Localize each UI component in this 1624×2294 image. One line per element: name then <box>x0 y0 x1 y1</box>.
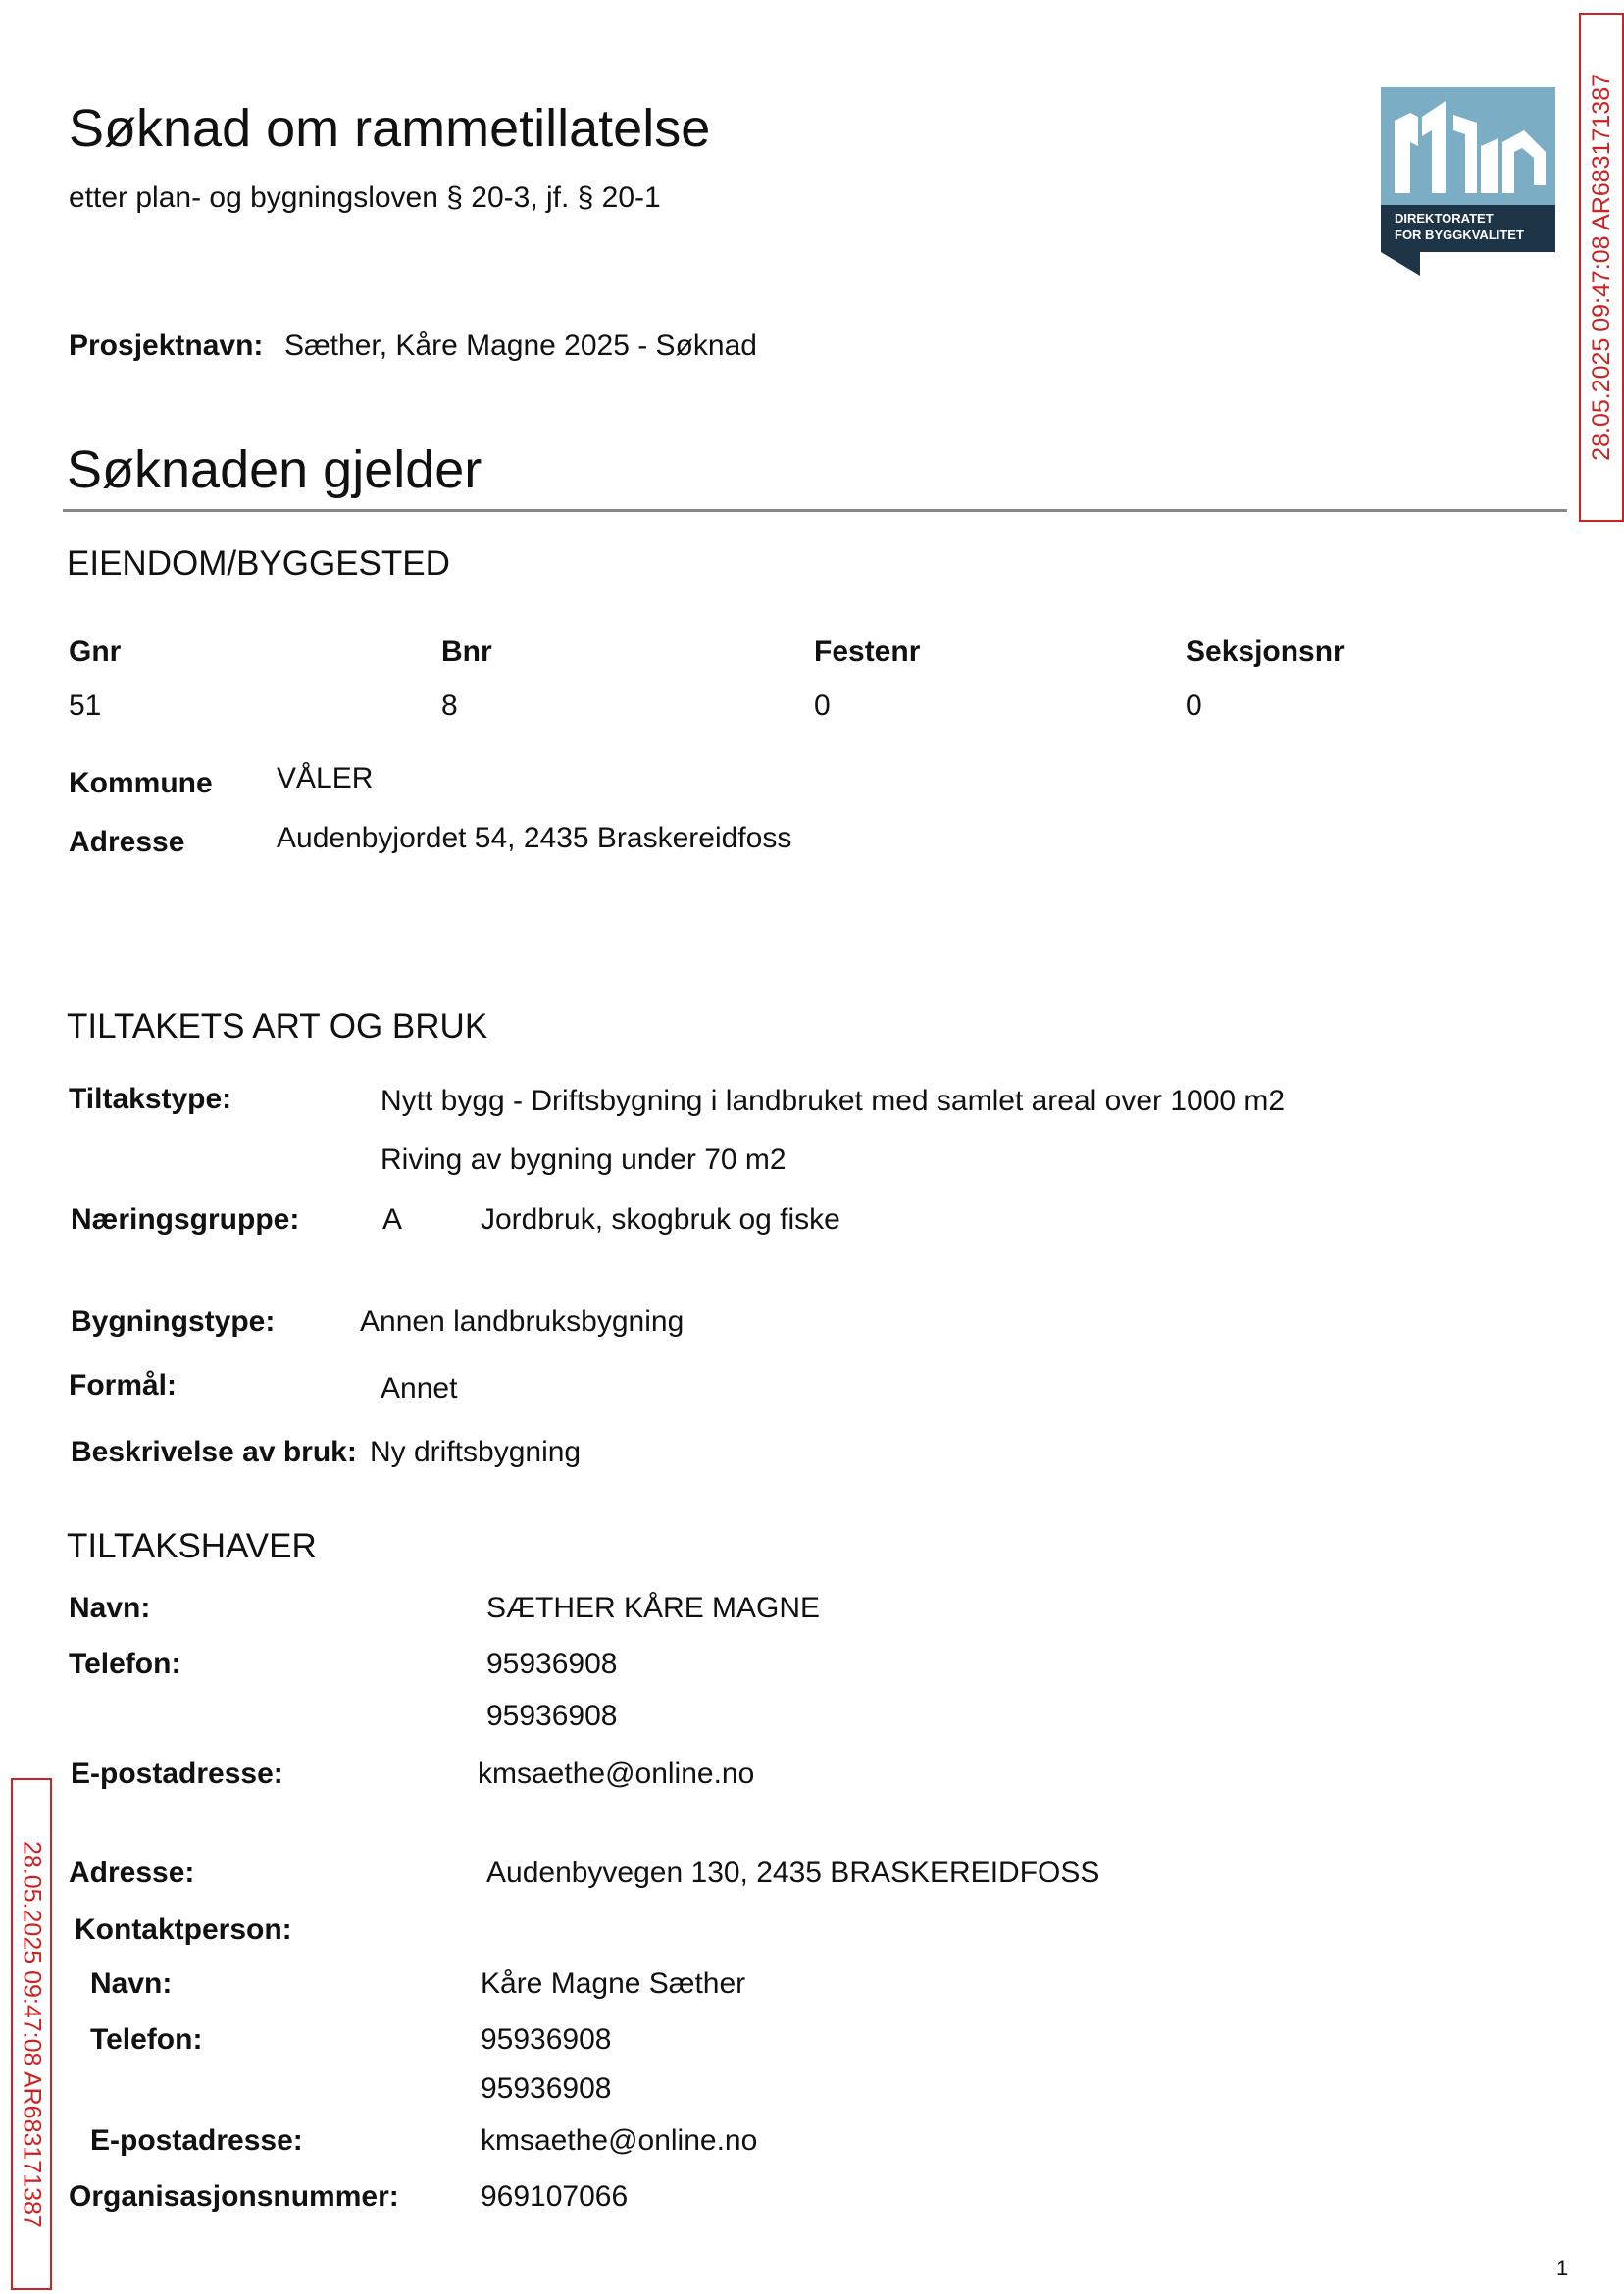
logo-text-line2: FOR BYGGKVALITET <box>1395 228 1524 242</box>
kontakt-telefon-value-2: 95936908 <box>481 2072 612 2105</box>
tiltak-heading: TILTAKETS ART OG BRUK <box>67 1007 488 1045</box>
festenr-label: Festenr <box>814 636 921 668</box>
tiltakstype-label: Tiltakstype: <box>69 1083 232 1115</box>
gnr-value: 51 <box>69 689 102 722</box>
seksjonsnr-label: Seksjonsnr <box>1186 636 1345 668</box>
kontakt-epost-value: kmsaethe@online.no <box>481 2124 758 2157</box>
kontaktperson-label: Kontaktperson: <box>75 1913 292 1946</box>
gnr-label: Gnr <box>69 636 122 668</box>
formal-label: Formål: <box>69 1369 178 1402</box>
project-name-label: Prosjektnavn: <box>69 330 264 362</box>
seksjonsnr-value: 0 <box>1186 689 1202 722</box>
timestamp-stamp-top <box>1579 13 1624 522</box>
document-subtitle: etter plan- og bygningsloven § 20-3, jf. § 20-1 <box>69 181 661 214</box>
timestamp-stamp-bottom <box>11 1778 52 2290</box>
tiltakshaver-navn-value: SÆTHER KÅRE MAGNE <box>486 1592 821 1624</box>
eiendom-heading: EIENDOM/BYGGESTED <box>67 544 450 583</box>
tiltakshaver-epost-value: kmsaethe@online.no <box>478 1758 755 1790</box>
kontakt-epost-label: E-postadresse: <box>90 2124 303 2157</box>
kontakt-navn-label: Navn: <box>90 1967 173 2000</box>
tiltakstype-value-2: Riving av bygning under 70 m2 <box>381 1144 787 1176</box>
dibk-logo <box>1381 87 1555 276</box>
bnr-label: Bnr <box>441 636 492 668</box>
tiltakshaver-heading: TILTAKSHAVER <box>67 1527 317 1565</box>
tiltakshaver-epost-label: E-postadresse: <box>71 1758 283 1790</box>
tiltakshaver-adresse-value: Audenbyvegen 130, 2435 BRASKEREIDFOSS <box>486 1857 1100 1889</box>
tiltakshaver-navn-label: Navn: <box>69 1592 151 1624</box>
tiltakshaver-adresse-label: Adresse: <box>69 1857 195 1889</box>
tiltakstype-value-1: Nytt bygg - Driftsbygning i landbruket med samlet areal over 1000 m2 <box>381 1085 1286 1117</box>
kommune-value: VÅLER <box>277 762 374 794</box>
adresse-value: Audenbyjordet 54, 2435 Braskereidfoss <box>277 822 792 854</box>
adresse-label: Adresse <box>69 826 185 858</box>
kontakt-navn-value: Kåre Magne Sæther <box>481 1967 746 2000</box>
section-title: Søknaden gjelder <box>67 440 482 499</box>
beskrivelse-value: Ny driftsbygning <box>370 1436 582 1468</box>
kontakt-telefon-value-1: 95936908 <box>481 2023 612 2056</box>
festenr-value: 0 <box>814 689 831 722</box>
bygningstype-value: Annen landbruksbygning <box>360 1305 685 1338</box>
stamp-text: 28.05.2025 09:47:08 AR683171387 <box>18 1840 46 2228</box>
tiltakshaver-telefon-label: Telefon: <box>69 1648 181 1680</box>
naeringsgruppe-label: Næringsgruppe: <box>71 1203 300 1236</box>
organisasjonsnummer-label: Organisasjonsnummer: <box>69 2180 399 2213</box>
bnr-value: 8 <box>441 689 458 722</box>
kontakt-telefon-label: Telefon: <box>90 2023 203 2056</box>
page-number: 1 <box>1556 2256 1569 2280</box>
bygningstype-label: Bygningstype: <box>71 1305 276 1338</box>
section-divider <box>63 509 1567 512</box>
organisasjonsnummer-value: 969107066 <box>481 2180 629 2213</box>
logo-text-line1: DIREKTORATET <box>1395 211 1494 226</box>
formal-value: Annet <box>381 1372 458 1404</box>
tiltakshaver-telefon-value-2: 95936908 <box>486 1700 618 1732</box>
kommune-label: Kommune <box>69 767 213 799</box>
beskrivelse-label: Beskrivelse av bruk: <box>71 1436 357 1468</box>
document-title: Søknad om rammetillatelse <box>69 99 711 158</box>
stamp-text: 28.05.2025 09:47:08 AR683171387 <box>1587 74 1615 461</box>
project-name-value: Sæther, Kåre Magne 2025 - Søknad <box>284 330 757 362</box>
naeringsgruppe-code: A <box>382 1203 403 1236</box>
tiltakshaver-telefon-value-1: 95936908 <box>486 1648 618 1680</box>
naeringsgruppe-text: Jordbruk, skogbruk og fiske <box>481 1203 840 1236</box>
